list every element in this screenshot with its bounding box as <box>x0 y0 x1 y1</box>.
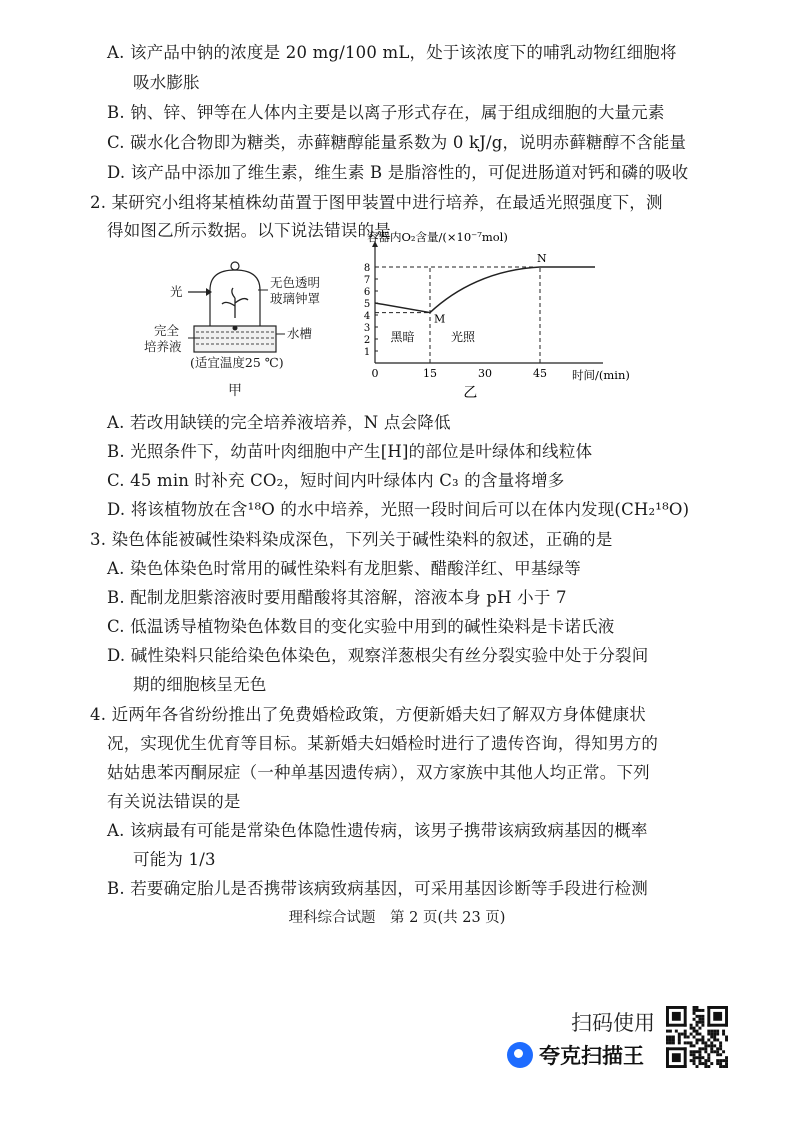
brand-mark-icon <box>507 1042 533 1068</box>
text-line-19: 况，实现优生优育等目标。某新婚夫妇婚检时进行了遗传咨询，得知男方的 <box>107 734 659 753</box>
text-line-23: 可能为 1/3 <box>133 850 216 869</box>
text-line-9: B. 光照条件下，幼苗叶肉细胞中产生[H]的部位是叶绿体和线粒体 <box>107 442 593 461</box>
text-line-13: A. 染色体染色时常用的碱性染料有龙胆紫、醋酸洋红、甲基绿等 <box>107 559 581 578</box>
text-line-2: 吸水膨胀 <box>133 73 200 92</box>
point-label-m: M <box>434 312 446 326</box>
y-tick-label: 5 <box>363 299 371 310</box>
text-line-6: 2. 某研究小组将某植株幼苗置于图甲装置中进行培养，在最适光照强度下，测 <box>90 193 663 212</box>
text-line-5: D. 该产品中添加了维生素，维生素 B 是脂溶性的，可促进肠道对钙和磷的吸收 <box>107 163 689 182</box>
text-line-21: 有关说法错误的是 <box>107 792 241 811</box>
x-tick-label: 0 <box>371 367 379 380</box>
brand-name: 夸克扫描王 <box>539 1044 644 1068</box>
y-tick-label: 4 <box>363 311 371 322</box>
text-line-10: C. 45 min 时补充 CO₂，短时间内叶绿体内 C₃ 的含量将增多 <box>107 471 565 490</box>
figure-yi-caption: 乙 <box>463 385 478 401</box>
text-line-16: D. 碱性染料只能给染色体染色，观察洋葱根尖有丝分裂实验中处于分裂间 <box>107 646 649 665</box>
point-label-n: N <box>537 252 547 265</box>
text-line-22: A. 该病最有可能是常染色体隐性遗传病，该男子携带该病致病基因的概率 <box>107 821 648 840</box>
text-line-17: 期的细胞核呈无色 <box>133 675 267 694</box>
x-tick-label: 15 <box>423 367 437 380</box>
text-line-24: B. 若要确定胎儿是否携带该病致病基因，可采用基因诊断等手段进行检测 <box>107 879 648 898</box>
region-label-dark: 黑暗 <box>390 330 415 344</box>
y-tick-label: 2 <box>363 335 371 346</box>
text-line-3: B. 钠、锌、钾等在人体内主要是以离子形式存在，属于组成细胞的大量元素 <box>107 103 665 122</box>
tank-label: 水槽 <box>287 326 313 341</box>
o2-chart <box>140 230 630 401</box>
temperature-label: (适宜温度25 ℃) <box>190 355 284 370</box>
text-line-12: 3. 染色体能被碱性染料染成深色，下列关于碱性染料的叙述，正确的是 <box>90 530 613 549</box>
y-tick-label: 8 <box>363 263 371 274</box>
o2-curve <box>375 267 595 313</box>
light-label: 光 <box>170 284 183 299</box>
x-tick-label: 45 <box>533 367 547 380</box>
y-axis-label: 容器内O₂含量/(×10⁻⁷mol) <box>367 230 508 244</box>
cover-label-line1: 无色透明 <box>270 275 321 290</box>
text-line-15: C. 低温诱导植物染色体数目的变化实验中用到的碱性染料是卡诺氏液 <box>107 617 615 636</box>
text-line-20: 姑姑患苯丙酮尿症（一种单基因遗传病），双方家族中其他人均正常。下列 <box>107 763 650 782</box>
figure-jia-caption: 甲 <box>228 383 242 399</box>
liquid-label-line2: 培养液 <box>144 339 182 354</box>
text-line-1: A. 该产品中钠的浓度是 20 mg/100 mL，处于该浓度下的哺乳动物红细胞将 <box>107 43 677 62</box>
text-line-4: C. 碳水化合物即为糖类，赤藓糖醇能量系数为 0 kJ/g，说明赤藓糖醇不含能量 <box>107 133 687 152</box>
liquid-label-line1: 完全 <box>154 323 180 338</box>
figure-area <box>140 230 630 401</box>
text-line-7: 得如图乙所示数据。以下说法错误的是 <box>107 221 391 240</box>
x-axis-label: 时间/(min) <box>572 368 630 382</box>
y-tick-label: 1 <box>363 347 371 358</box>
text-line-8: A. 若改用缺镁的完全培养液培养，N 点会降低 <box>107 413 451 432</box>
region-label-light: 光照 <box>450 330 476 344</box>
qr-code-icon <box>666 1006 728 1068</box>
y-tick-label: 6 <box>363 287 371 298</box>
scanner-brand-logo <box>507 1040 644 1070</box>
text-line-14: B. 配制龙胆紫溶液时要用醋酸将其溶解，溶液本身 pH 小于 7 <box>107 588 567 607</box>
scan-to-use-label: 扫码使用 <box>571 1011 655 1035</box>
text-line-11: D. 将该植物放在含¹⁸O 的水中培养，光照一段时间后可以在体内发现(CH₂¹⁸O) <box>107 500 690 519</box>
cover-label-line2: 玻璃钟罩 <box>270 291 321 306</box>
x-tick-label: 30 <box>478 367 492 380</box>
page-footer: 理科综合试题 第 2 页(共 23 页) <box>288 910 506 926</box>
y-tick-label: 3 <box>363 323 371 334</box>
text-line-18: 4. 近两年各省纷纷推出了免费婚检政策，方便新婚夫妇了解双方身体健康状 <box>90 705 646 724</box>
y-tick-label: 7 <box>363 275 371 286</box>
